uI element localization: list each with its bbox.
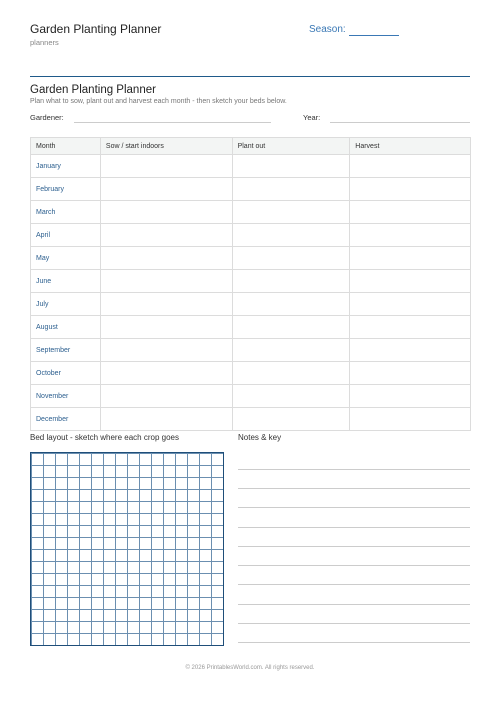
month-cell: June (31, 270, 101, 293)
notes-line[interactable] (238, 642, 470, 643)
season-label: Season: (309, 24, 346, 35)
table-row (31, 247, 471, 270)
notes-line[interactable] (238, 488, 470, 489)
notes-line[interactable] (238, 507, 470, 508)
table-row (31, 178, 471, 201)
harvest-cell[interactable] (350, 247, 471, 270)
notes-line[interactable] (238, 469, 470, 470)
column-header-month: Month (31, 138, 101, 155)
month-cell: November (31, 385, 101, 408)
month-cell: December (31, 408, 101, 431)
harvest-cell[interactable] (350, 408, 471, 431)
harvest-cell[interactable] (350, 155, 471, 178)
month-cell: January (31, 155, 101, 178)
table-row (31, 362, 471, 385)
plant-out-cell[interactable] (232, 155, 350, 178)
planting-table (30, 137, 471, 431)
column-header-harvest: Harvest (350, 138, 471, 155)
bed-layout-grid[interactable] (30, 452, 224, 646)
month-cell: February (31, 178, 101, 201)
year-field[interactable] (330, 122, 470, 123)
plant-out-cell[interactable] (232, 339, 350, 362)
plant-out-cell[interactable] (232, 316, 350, 339)
page-subtitle: planners (30, 38, 59, 47)
plant-out-cell[interactable] (232, 408, 350, 431)
plant-out-cell[interactable] (232, 362, 350, 385)
table-row (31, 201, 471, 224)
year-label: Year: (303, 113, 321, 122)
gardener-label: Gardener: (30, 113, 64, 122)
notes-line[interactable] (238, 546, 470, 547)
month-cell: May (31, 247, 101, 270)
table-row (31, 224, 471, 247)
month-cell: April (31, 224, 101, 247)
column-header-plant-out: Plant out (232, 138, 350, 155)
page-title: Garden Planting Planner (30, 22, 162, 36)
table-row (31, 293, 471, 316)
plant-out-cell[interactable] (232, 178, 350, 201)
season-field[interactable] (349, 35, 399, 36)
column-header-sow: Sow / start indoors (100, 138, 232, 155)
sow-cell[interactable] (100, 201, 232, 224)
sow-cell[interactable] (100, 178, 232, 201)
month-cell: September (31, 339, 101, 362)
notes-line[interactable] (238, 623, 470, 624)
harvest-cell[interactable] (350, 270, 471, 293)
sow-cell[interactable] (100, 362, 232, 385)
table-header-row (31, 138, 471, 155)
month-cell: October (31, 362, 101, 385)
notes-line[interactable] (238, 527, 470, 528)
sow-cell[interactable] (100, 385, 232, 408)
sow-cell[interactable] (100, 224, 232, 247)
table-row (31, 385, 471, 408)
sheet-description: Plan what to sow, plant out and harvest each month - then sketch your beds below. (30, 98, 287, 105)
plant-out-cell[interactable] (232, 224, 350, 247)
harvest-cell[interactable] (350, 201, 471, 224)
plant-out-cell[interactable] (232, 270, 350, 293)
notes-line[interactable] (238, 565, 470, 566)
gardener-field[interactable] (74, 122, 271, 123)
month-cell: August (31, 316, 101, 339)
sow-cell[interactable] (100, 339, 232, 362)
sow-cell[interactable] (100, 293, 232, 316)
plant-out-cell[interactable] (232, 247, 350, 270)
sow-cell[interactable] (100, 408, 232, 431)
header-divider (30, 76, 470, 77)
notes-label: Notes & key (238, 433, 282, 442)
footer-text: © 2026 PrintablesWorld.com. All rights reserved. (185, 665, 315, 671)
plant-out-cell[interactable] (232, 201, 350, 224)
month-cell: March (31, 201, 101, 224)
table-row (31, 316, 471, 339)
harvest-cell[interactable] (350, 385, 471, 408)
plant-out-cell[interactable] (232, 293, 350, 316)
sheet-title: Garden Planting Planner (30, 84, 156, 96)
bed-layout-label: Bed layout - sketch where each crop goes (30, 433, 179, 442)
sow-cell[interactable] (100, 270, 232, 293)
plant-out-cell[interactable] (232, 385, 350, 408)
table-row (31, 155, 471, 178)
sow-cell[interactable] (100, 247, 232, 270)
table-row (31, 339, 471, 362)
harvest-cell[interactable] (350, 224, 471, 247)
harvest-cell[interactable] (350, 178, 471, 201)
sow-cell[interactable] (100, 155, 232, 178)
month-cell: July (31, 293, 101, 316)
harvest-cell[interactable] (350, 293, 471, 316)
table-row (31, 270, 471, 293)
sow-cell[interactable] (100, 316, 232, 339)
notes-line[interactable] (238, 604, 470, 605)
table-row (31, 408, 471, 431)
harvest-cell[interactable] (350, 362, 471, 385)
harvest-cell[interactable] (350, 316, 471, 339)
harvest-cell[interactable] (350, 339, 471, 362)
notes-line[interactable] (238, 584, 470, 585)
